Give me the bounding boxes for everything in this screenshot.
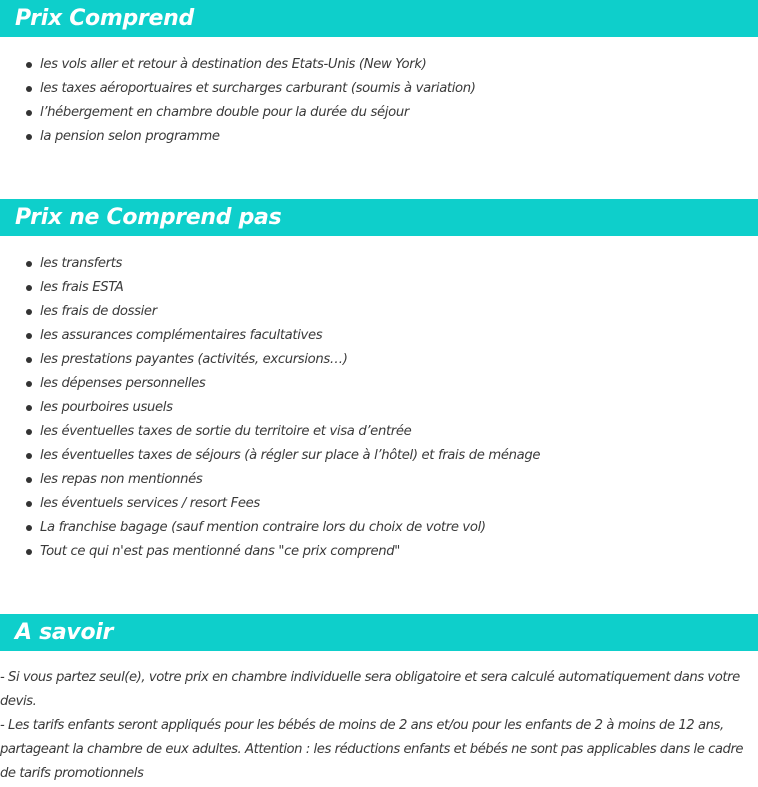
- bullet-icon: [26, 134, 32, 140]
- list-prix-ne-comprend-pas: [0, 252, 540, 564]
- list-item-text: les vols aller et retour à destination des Etats-Unis (New York): [40, 57, 427, 72]
- bullet-icon: [26, 429, 32, 435]
- list-item: [0, 101, 476, 125]
- bullet-icon: [26, 333, 32, 339]
- list-item: [0, 324, 540, 348]
- bullet-icon: [26, 86, 32, 92]
- list-item-text: les éventuels services / resort Fees: [40, 496, 260, 511]
- list-item: [0, 492, 540, 516]
- bullet-icon: [26, 261, 32, 267]
- list-item: [0, 420, 540, 444]
- a-savoir-paragraph: - Les tarifs enfants seront appliqués pour les bébés de moins de 2 ans et/ou pour les enfants de 2 à moins de 12 ans, partageant la chambre de eux adultes. Attention : les réductions enfants et bébés ne sont pas applicables dans le cadre de tarifs promotionnels: [0, 718, 744, 781]
- section-title-prix-ne-comprend-pas: Prix ne Comprend pas: [15, 205, 282, 230]
- bullet-icon: [26, 62, 32, 68]
- list-item-text: les taxes aéroportuaires et surcharges carburant (soumis à variation): [40, 81, 476, 96]
- list-item: [0, 300, 540, 324]
- bullet-icon: [26, 453, 32, 459]
- list-item-text: les transferts: [40, 256, 123, 271]
- list-item-text: les dépenses personnelles: [40, 376, 206, 391]
- bullet-icon: [26, 357, 32, 363]
- list-item-text: les frais ESTA: [40, 280, 124, 295]
- a-savoir-paragraph: - Si vous partez seul(e), votre prix en chambre individuelle sera obligatoire et sera calculé automatiquement dans votre devis.: [0, 670, 740, 709]
- list-item: [0, 252, 540, 276]
- bullet-icon: [26, 285, 32, 291]
- list-item: [0, 348, 540, 372]
- list-prix-comprend: [0, 53, 476, 149]
- list-item-text: les assurances complémentaires facultatives: [40, 328, 323, 343]
- list-item-text: les repas non mentionnés: [40, 472, 203, 487]
- list-item: [0, 53, 476, 77]
- section-title-a-savoir: A savoir: [15, 620, 114, 645]
- list-item: [0, 540, 540, 564]
- list-item: [0, 444, 540, 468]
- list-item-text: les pourboires usuels: [40, 400, 173, 415]
- bullet-icon: [26, 477, 32, 483]
- list-item-text: l’hébergement en chambre double pour la durée du séjour: [40, 105, 409, 120]
- a-savoir-text: [0, 666, 758, 786]
- section-header-prix-comprend: [0, 0, 758, 37]
- list-item-text: les éventuelles taxes de sortie du territoire et visa d’entrée: [40, 424, 412, 439]
- list-item: [0, 516, 540, 540]
- section-header-a-savoir: [0, 614, 758, 651]
- list-item-text: La franchise bagage (sauf mention contraire lors du choix de votre vol): [40, 520, 486, 535]
- bullet-icon: [26, 309, 32, 315]
- bullet-icon: [26, 110, 32, 116]
- list-item-text: Tout ce qui n'est pas mentionné dans "ce prix comprend": [40, 544, 401, 559]
- list-item: [0, 372, 540, 396]
- list-item: [0, 77, 476, 101]
- bullet-icon: [26, 525, 32, 531]
- bullet-icon: [26, 381, 32, 387]
- section-title-prix-comprend: Prix Comprend: [15, 6, 194, 31]
- list-item: [0, 396, 540, 420]
- bullet-icon: [26, 501, 32, 507]
- list-item-text: les éventuelles taxes de séjours (à régler sur place à l’hôtel) et frais de ménage: [40, 448, 541, 463]
- list-item-text: les frais de dossier: [40, 304, 157, 319]
- bullet-icon: [26, 549, 32, 555]
- section-header-prix-ne-comprend-pas: [0, 199, 758, 236]
- list-item: [0, 125, 476, 149]
- list-item-text: les prestations payantes (activités, excursions…): [40, 352, 348, 367]
- bullet-icon: [26, 405, 32, 411]
- list-item: [0, 468, 540, 492]
- list-item: [0, 276, 540, 300]
- list-item-text: la pension selon programme: [40, 129, 220, 144]
